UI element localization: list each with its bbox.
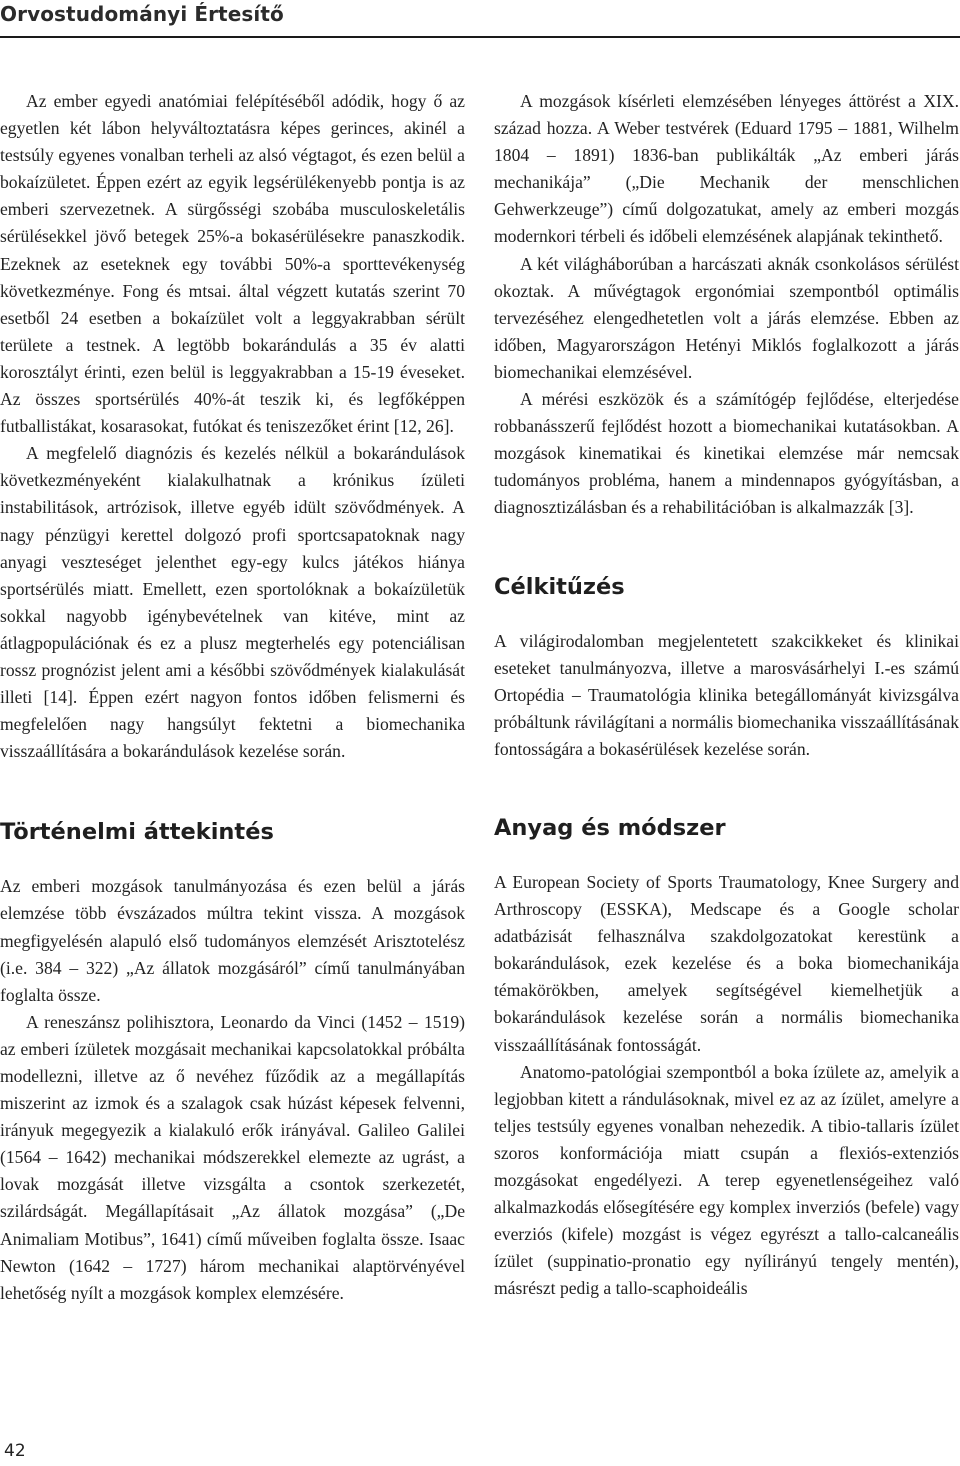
heading-goal: Célkitűzés — [494, 573, 625, 600]
history-paragraph-1: Az emberi mozgások tanulmányozása és ezen belül a járás elemzése több évszázados múltra tekint vissza. A mozgások megfigyelésén alapuló első tudományos elemzését Arisztotelész (i.e. 384 – 322) „Az állatok mozgásáról” című tanulmányában foglalta össze. — [0, 876, 465, 1005]
page-number: 42 — [4, 1441, 26, 1461]
history-paragraph-5: A mérési eszközök és a számítógép fejlődése, elterjedése robbanásszerű fejlődést hozott a biomechanikai kutatásokban. A mozgások kinematikai és kinetikai elemzése már nemcsak tudományos probléma, hanem a mindennapos gyógyításban, a diagnosztizálásban és a rehabilitációban is alkalmazzák [3]. — [494, 389, 959, 518]
journal-title: Orvostudományi Értesítő — [0, 2, 284, 26]
methods-paragraph-2: Anatomo-patológiai szempontból a boka ízülete az, amelyik a legjobban kitett a rándulásoknak, mivel ez az az ízület, amelyre a teljes testsúly egyenes vonalban nehezedik. A tibio-tallaris ízület szoros konformációja miatt csupán a flexiós-extenziós mozgásokat engedélyezi. A terep egyenetlenségeihez való alkalmazkodás elősegítésére egy komplex inverziós (befele) vagy everziós (kifele) mozgást is végez egyrészt a tallo-calcaneális ízület (suppinatio-pronatio egy nyílirányú tengely mentén), másrészt pedig a tallo-scaphoideális — [494, 1061, 959, 1299]
intro-paragraph-1: Az ember egyedi anatómiai felépítéséből adódik, hogy ő az egyetlen két lábon helyváltoztatásra képes gerinces, akinél a testsúly egyenes vonalban terheli az alsó végtagot, és ezen belül a bokaízületet. Éppen ezért az egyik legsérülékenyebb pontja is az emberi szervezetnek. A sürgősségi szobába musculoskeletális sérülésekkel jövő betegek 25%-a bokasérülésekre panaszkodik. Ezeknek az eseteknek egy további 50%-a sporttevékenység következménye. Fong és mtsai. által végzett kutatás szerint 70 esetből 24 esetben a bokaízület volt a leggyakrabban sérült területe a testnek. A legtöbb bokarándulás a 35 év alatti korosztályt érinti, ezen belül is leggyakrabban a 15-19 éveseket. Az összes sportsérülés 40%-át teszik ki, és legfőképpen futballistákat, kosarasokat, futókat és teniszezőket érint [12, 26]. — [0, 91, 465, 437]
history-paragraph-2: A reneszánsz polihisztora, Leonardo da Vinci (1452 – 1519) az emberi ízületek mozgásait mechanikai kapcsolatokkal próbálta modellezni, illetve az ő nevéhez fűződik az a megállapítás miszerint az izmok és a szalagok csak húzást képesek felvenni, irányuk megegyezik a kialakuló erők irányával. Galileo Galilei (1564 – 1642) mechanikai módszerekkel elemezte az ugrást, a lovak mozgását illetve vizsgálta a csontok szerkezetét, szilárdságát. Megállapításait „Az állatok mozgása” („De Animaliam Motibus”, 1641) című műveiben foglalta össze. Isaac Newton (1642 – 1727) három mechanikai alaptörvényével lehetőség nyílt a mozgások komplex elemzésére. — [0, 1011, 465, 1303]
history-paragraph-3: A mozgások kísérleti elemzésében lényeges áttörést a XIX. század hozza. A Weber testvérek (Eduard 1795 – 1881, Wilhelm 1804 – 1891) 1836-ban publikálták „Az emberi járás mechanikája” („Die Mechanik der menschlichen Gehwerkzeuge”) című dolgozatukat, amely az emberi mozgás modernkori térbeli és időbeli elemzésének alapjának tekinthető. — [494, 91, 959, 247]
goal-paragraph: A világirodalomban megjelentetett szakcikkeket és klinikai eseteket tanulmányozva, illetve a marosvásárhelyi I.-es számú Ortopédia – Traumatológia klinika betegállományát kivizsgálva próbáltunk rávilágítani a normális biomechanika visszaállításának fontosságára a bokasérülések kezelése során. — [494, 630, 959, 759]
heading-methods: Anyag és módszer — [494, 814, 726, 841]
intro-paragraph-2: A megfelelő diagnózis és kezelés nélkül a bokarándulások következményeként kialakulhatnak a krónikus ízületi instabilitások, artrózisok, illetve egyéb idült szövődmények. A nagy pénzügyi kerettel dolgozó profi sportcsapatoknak nagy anyagi veszteséget jelenthet egy-egy kulcs játékos hiánya sportsérülés miatt. Emellett, ezen sportolóknak a bokaízületük sokkal nagyobb igénybevételnek van kitéve, mint az átlagpopulációnak és ez a plusz megterhelés egy potenciálisan rossz prognózist jelent ami a későbbi szövődmények kialakulását illeti [14]. Éppen ezért nagyon fontos időben felismerni és megfelelően nagy hangsúlyt fektetni a biomechanika visszaállítására a bokarándulások kezelése során. — [0, 443, 465, 762]
methods-paragraph-1: A European Society of Sports Traumatology, Knee Surgery and Arthroscopy (ESSKA), Medscape és a Google scholar adatbázisát felhasználva szakdolgozatokat kerestünk a bokarándulások, ezek kezelése és a boka biomechanikája témakörökben, amelyek segítségével kiemelhetjük a bokarándulások kezelése során a normális biomechanika visszaállításának fontosságát. — [494, 871, 959, 1055]
right-column — [494, 88, 959, 1302]
heading-history: Történelmi áttekintés — [0, 819, 274, 846]
header-divider — [0, 36, 960, 38]
left-column — [0, 88, 465, 1307]
history-paragraph-4: A két világháborúban a harcászati aknák csonkolásos sérülést okoztak. A művégtagok ergonómiai szempontból optimális tervezéséhez elengedhetetlen volt a járás elemzése. Ebben az időben, Magyarországon Hetényi Miklós foglalkozott a járás biomechanikai elemzésével. — [494, 253, 959, 382]
